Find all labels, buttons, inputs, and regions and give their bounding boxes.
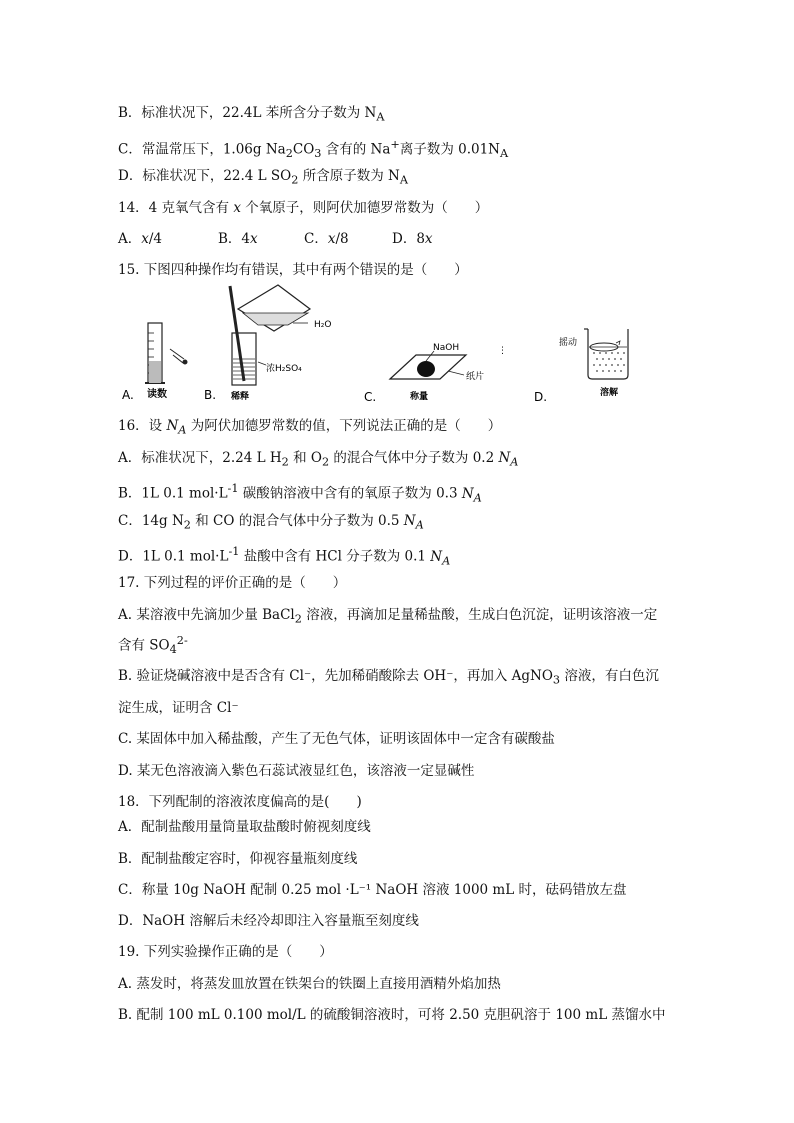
label-shake: 摇动	[559, 338, 578, 348]
cylinder-reading-illustration	[145, 323, 187, 383]
text-line-12: A. 某溶液中先滴加少量 BaCl$_2$ 溶液，再滴加足量稀盐酸，生成白色沉淀，证明该溶液一定	[118, 607, 658, 626]
q14-options	[118, 230, 452, 248]
q14-option-3: D．8x	[392, 231, 433, 247]
text-line-14: B. 验证烧碱溶液中是否含有 Cl⁻，先加稀硝酸除去 OH⁻，再加入 AgNO$_3$ 溶液，有白色沉	[118, 668, 659, 687]
caption-dilution: 稀释	[231, 392, 250, 402]
text-line-0: B．标准状况下，22.4L 苯所含分子数为 $N_A$	[118, 105, 385, 124]
text-line-9: C．14g $N_2$ 和 CO 的混合气体中分子数为 0.5 $N_A$	[118, 513, 424, 532]
text-line-21: C．称量 10g NaOH 配制 0.25 mol ·L⁻¹ NaOH 溶液 1000 mL 时，砝码错放左盘	[118, 882, 627, 898]
text-line-13: 含有 $SO_4^{2-}$	[118, 634, 188, 657]
lab-operations-figure	[118, 283, 678, 408]
text-line-19: A．配制盐酸用量筒量取盐酸时俯视刻度线	[118, 819, 371, 835]
label-d: D.	[534, 390, 548, 404]
caption-weighing: 称量	[410, 392, 429, 402]
label-b: B.	[204, 388, 217, 402]
text-line-6: 16．设 $N_A$ 为阿伏加德罗常数的值，下列说法正确的是（ ）	[118, 418, 502, 437]
text-line-1: C．常温常压下，1.06g $Na_2CO_3$ 含有的 Na+离子数为 $0.01N_A$	[118, 138, 509, 161]
label-naoh: NaOH	[433, 343, 460, 353]
text-line-24: A. 蒸发时，将蒸发皿放置在铁架台的铁圈上直接用酒精外焰加热	[118, 976, 501, 992]
lab-figure-svg	[118, 283, 678, 408]
q14-option-0: A．x/4	[118, 231, 163, 247]
text-line-22: D．NaOH 溶解后未经冷却即注入容量瓶至刻度线	[118, 913, 419, 929]
text-line-20: B．配制盐酸定容时，仰视容量瓶刻度线	[118, 851, 358, 867]
label-a: A.	[122, 388, 134, 402]
text-line-23: 19. 下列实验操作正确的是（ ）	[118, 944, 333, 960]
dissolving-illustration	[584, 329, 628, 379]
text-line-25: B. 配制 100 mL 0.100 mol/L 的硫酸铜溶液时，可将 2.50 克胆矾溶于 100 mL 蒸馏水中	[118, 1007, 666, 1023]
label-c: C.	[364, 390, 377, 404]
text-line-15: 淀生成，证明含 Cl⁻	[118, 700, 239, 716]
text-line-7: A．标准状况下，2.24 L $H_2$ 和 $O_2$ 的混合气体中分子数为 0.2 $N_A$	[118, 450, 519, 469]
weighing-illustration	[390, 351, 466, 379]
text-line-2: D．标准状况下，22.4 L $SO_2$ 所含原子数为 $N_A$	[118, 168, 408, 187]
q14-option-2: C．x/8	[304, 231, 349, 247]
text-line-5: 15. 下图四种操作均有错误，其中有两个错误的是（ ）	[118, 262, 468, 278]
text-line-10: D．1L 0.1 $mol\cdot L^{-1}$ 盐酸中含有 HCl 分子数为 0.1 $N_A$	[118, 545, 451, 568]
dots-mark: ⋮	[498, 346, 507, 356]
label-water: H₂O	[314, 320, 332, 330]
text-line-17: D. 某无色溶液滴入紫色石蕊试液显红色，该溶液一定显碱性	[118, 763, 475, 779]
text-line-3: 14．4 克氧气含有 x 个氧原子，则阿伏加德罗常数为（ ）	[118, 200, 489, 216]
q14-option-1: B．4x	[218, 231, 258, 247]
text-line-16: C. 某固体中加入稀盐酸，产生了无色气体，证明该固体中一定含有碳酸盐	[118, 731, 555, 747]
caption-reading: 读数	[147, 389, 167, 400]
label-conc-acid: 浓H₂SO₄	[266, 364, 302, 374]
text-line-11: 17. 下列过程的评价正确的是（ ）	[118, 575, 347, 591]
caption-dissolving: 溶解	[600, 388, 619, 398]
text-line-8: B．1L 0.1 $mol\cdot L^{-1}$ 碳酸钠溶液中含有的氧原子数为 0.3 $N_A$	[118, 482, 482, 505]
label-paper: 纸片	[466, 372, 485, 382]
text-line-18: 18．下列配制的溶液浓度偏高的是( )	[118, 794, 362, 810]
